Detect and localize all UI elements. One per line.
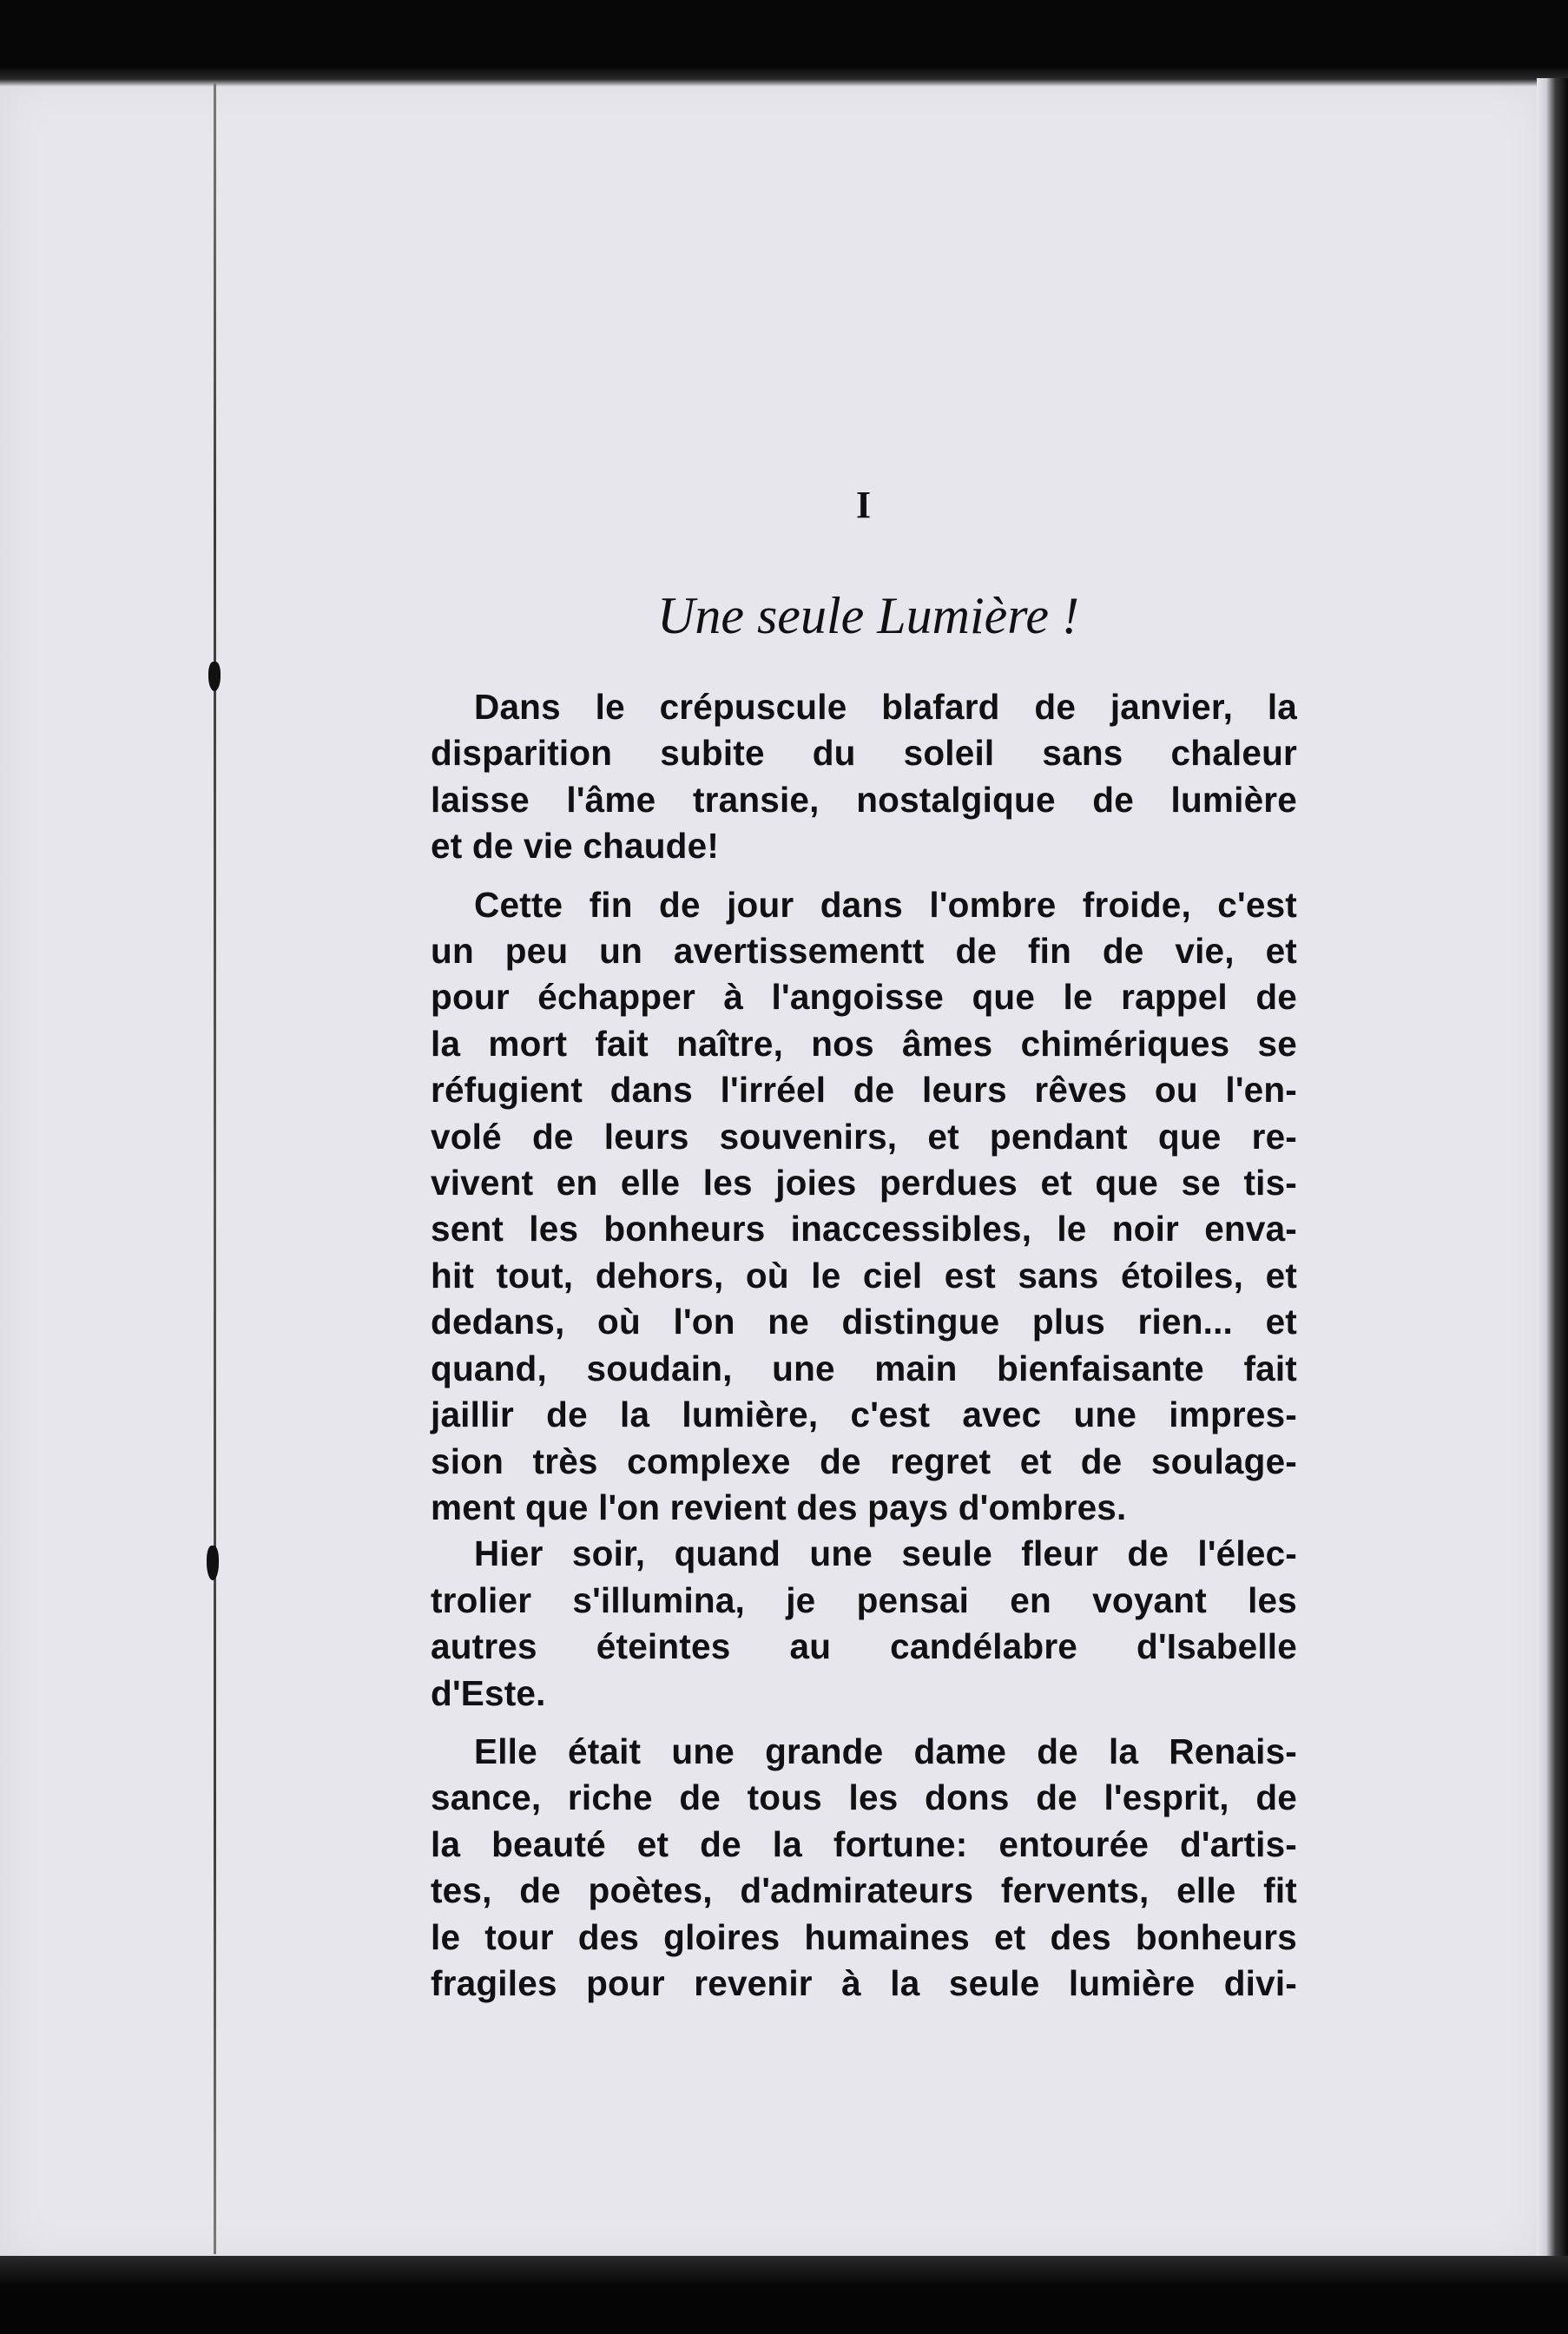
text-line: le tour des gloires humaines et des bonheurs bbox=[431, 1916, 1297, 1957]
binding-gutter-line bbox=[214, 83, 216, 2254]
paragraph bbox=[431, 1729, 1297, 2007]
text-line: Hier soir, quand une seule fleur de l'élec- bbox=[474, 1533, 1297, 1574]
text-line: et de vie chaude! bbox=[431, 826, 720, 867]
page-content bbox=[431, 486, 1297, 2019]
binding-mark bbox=[207, 1546, 219, 1580]
text-line: Cette fin de jour dans l'ombre froide, c'est bbox=[474, 884, 1297, 925]
text-line: Elle était une grande dame de la Renais- bbox=[474, 1731, 1297, 1771]
text-line: dedans, où l'on ne distingue plus rien... et bbox=[431, 1302, 1297, 1342]
text-line: pour échapper à l'angoisse que le rappel de bbox=[431, 977, 1297, 1018]
page-top-edge bbox=[0, 68, 1568, 87]
text-line: tes, de poètes, d'admirateurs fervents, elle fit bbox=[431, 1870, 1297, 1911]
text-line: hit tout, dehors, où le ciel est sans étoiles, et bbox=[431, 1255, 1297, 1296]
paragraph bbox=[431, 684, 1297, 870]
text-line: jaillir de la lumière, c'est avec une impres- bbox=[431, 1394, 1297, 1435]
text-line: d'Este. bbox=[431, 1672, 546, 1713]
chapter-number: I bbox=[855, 484, 873, 526]
text-line: volé de leurs souvenirs, et pendant que re- bbox=[431, 1116, 1297, 1157]
text-line: fragiles pour revenir à la seule lumière divi- bbox=[431, 1962, 1297, 2003]
text-line: autres éteintes au candélabre d'Isabelle bbox=[431, 1626, 1297, 1667]
text-line: vivent en elle les joies perdues et que se tis- bbox=[431, 1163, 1297, 1203]
text-line: réfugient dans l'irréel de leurs rêves ou l'en- bbox=[431, 1070, 1297, 1111]
text-line: quand, soudain, une main bienfaisante fait bbox=[431, 1348, 1297, 1388]
text-line: sent les bonheurs inaccessibles, le noir enva- bbox=[431, 1209, 1297, 1249]
text-line: trolier s'illumina, je pensai en voyant les bbox=[431, 1579, 1297, 1620]
text-line: la mort fait naître, nos âmes chimériques se bbox=[431, 1023, 1297, 1064]
text-line: Dans le crépuscule blafard de janvier, la bbox=[474, 687, 1297, 727]
text-line: sion très complexe de regret et de soulage- bbox=[431, 1441, 1297, 1481]
paragraph bbox=[431, 1531, 1297, 1717]
text-line: la beauté et de la fortune: entourée d'artis- bbox=[431, 1823, 1297, 1864]
chapter-title: Une seule Lumière ! bbox=[657, 587, 1079, 644]
text-line: disparition subite du soleil sans chaleur bbox=[431, 733, 1297, 774]
text-line: sance, riche de tous les dons de l'esprit, de bbox=[431, 1777, 1297, 1818]
text-line: laisse l'âme transie, nostalgique de lumière bbox=[431, 779, 1297, 820]
paragraph bbox=[431, 882, 1297, 1532]
scan-bottom-border bbox=[0, 2256, 1568, 2334]
text-line: un peu un avertissementt de fin de vie, et bbox=[431, 931, 1297, 972]
page-right-edge bbox=[1537, 78, 1568, 2266]
text-line: ment que l'on revient des pays d'ombres. bbox=[431, 1487, 1127, 1527]
binding-mark bbox=[208, 662, 221, 691]
